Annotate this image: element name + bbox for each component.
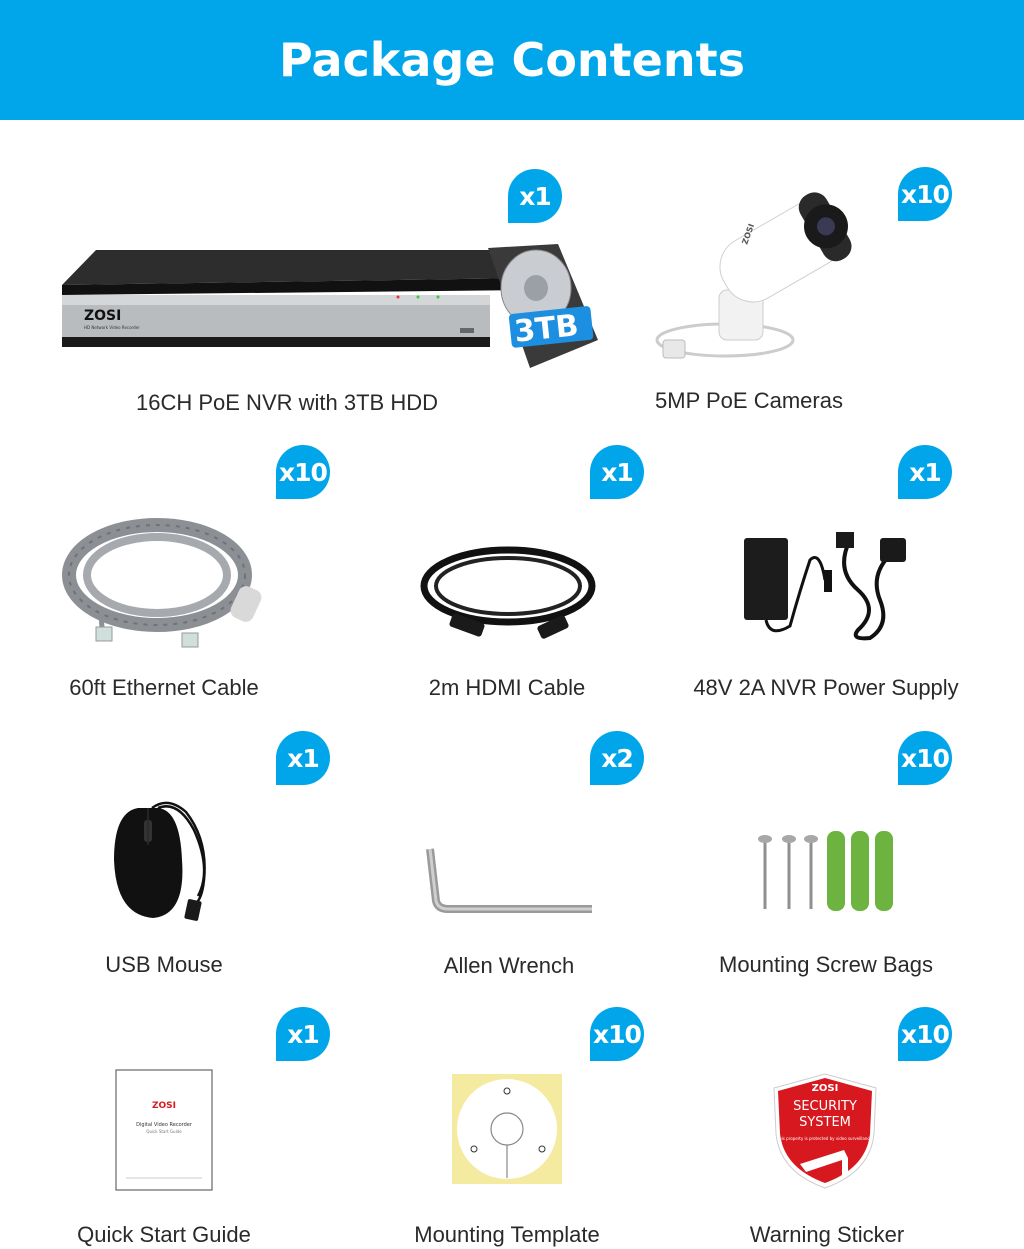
quantity-badge: x1 [276,1007,330,1061]
item-label: 16CH PoE NVR with 3TB HDD [136,390,438,415]
quantity-badge: x10 [898,731,952,785]
sticker-fine-print: This property is protected by video surveillance. [776,1136,874,1141]
nvr-brand: ZOSI [84,308,122,324]
guide-brand: ZOSI [151,1101,177,1111]
power-supply-image [740,530,920,645]
item-label: Mounting Screw Bags [719,952,933,977]
sticker-line1: SECURITY [793,1099,857,1114]
item-label: 5MP PoE Cameras [655,388,843,413]
header-banner [0,0,1024,120]
item-label: 2m HDMI Cable [428,675,586,700]
item-label: Mounting Template [414,1222,600,1247]
item-label: USB Mouse [105,952,223,977]
quantity-badge: x1 [898,445,952,499]
quantity-badge: x2 [590,731,644,785]
ethernet-cable-image [62,515,272,655]
quantity-badge: x10 [590,1007,644,1061]
mounting-screws-image [755,825,900,915]
sticker-brand: ZOSI [811,1083,839,1094]
warning-sticker-image [770,1072,880,1190]
sticker-line2: SYSTEM [799,1115,851,1130]
page-title: Package Contents [279,33,745,87]
nvr-with-hdd-image [58,240,603,375]
quantity-badge: x10 [898,1007,952,1061]
guide-subtitle: Quick Start Guide [146,1129,182,1134]
guide-title: Digital Video Recorder [136,1122,192,1128]
item-label: Quick Start Guide [77,1222,251,1247]
allen-wrench-image [420,845,600,915]
quantity-badge: x1 [276,731,330,785]
hdmi-cable-image [420,540,600,645]
camera-brand: ZOSI [740,222,757,246]
camera-image [655,180,855,375]
usb-mouse-image [108,800,223,925]
nvr-subtitle: HD Network Video Recorder [84,325,140,330]
quantity-badge: x1 [508,169,562,223]
mounting-template-image [452,1074,564,1186]
quantity-badge: x10 [276,445,330,499]
item-label: Warning Sticker [749,1222,905,1247]
quantity-badge: x1 [590,445,644,499]
quick-start-guide-image [114,1068,216,1194]
item-label: 60ft Ethernet Cable [69,675,259,700]
item-label: Allen Wrench [443,953,575,978]
item-label: 48V 2A NVR Power Supply [693,675,959,700]
quantity-badge: x10 [898,167,952,221]
hdd-label: 3TB [512,308,581,350]
